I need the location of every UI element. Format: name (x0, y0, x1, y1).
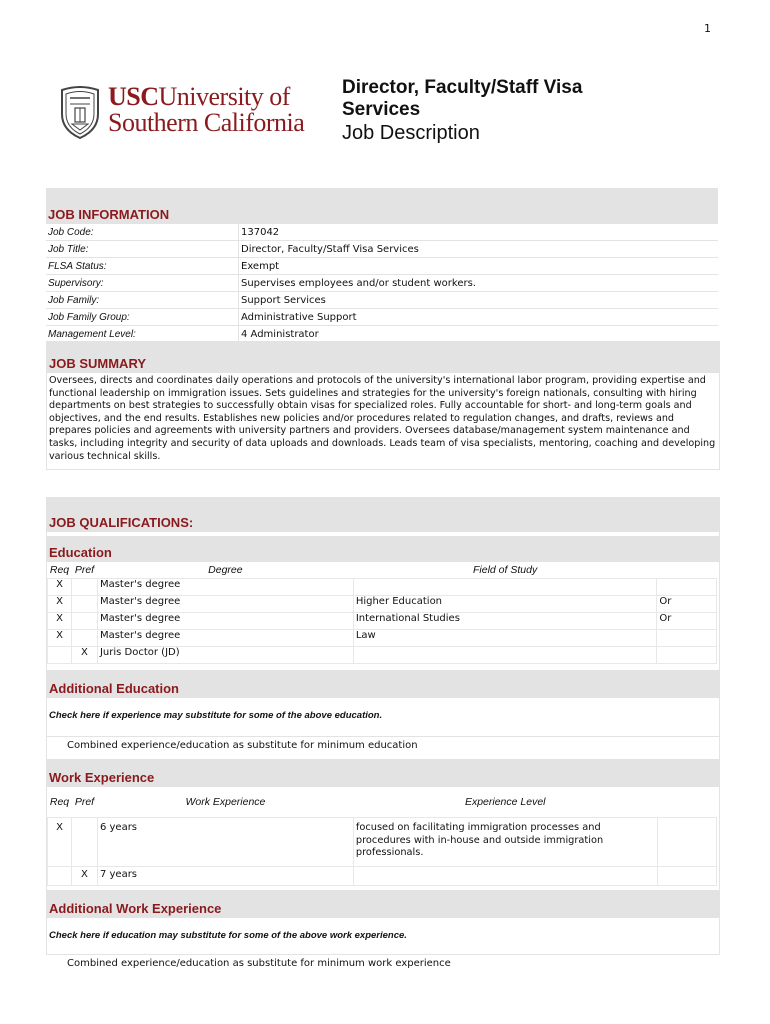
info-row (46, 241, 718, 258)
education-row (48, 579, 717, 596)
info-label: Job Title: (46, 241, 239, 258)
req-mark (48, 867, 72, 886)
document-title: Director, Faculty/Staff Visa Services (342, 77, 583, 120)
info-row (46, 326, 718, 343)
pref-mark (71, 630, 97, 647)
conjunction: Or (657, 613, 717, 630)
info-value: Administrative Support (239, 309, 719, 326)
field-of-study (353, 579, 657, 596)
education-row (48, 613, 717, 630)
education-table (47, 562, 717, 664)
info-row (46, 275, 718, 292)
col-req: Req (49, 564, 70, 576)
additional-education-note: Check here if experience may substitute for some of the above education. (49, 710, 383, 721)
col-pref: Pref (74, 564, 95, 576)
field-of-study (353, 647, 657, 664)
conjunction: Or (657, 596, 717, 613)
logo-line2: Southern California (108, 108, 305, 137)
info-value: 137042 (239, 224, 719, 241)
req-mark: X (48, 630, 72, 647)
degree: Juris Doctor (JD) (97, 647, 353, 664)
job-summary-section (46, 341, 720, 470)
info-row (46, 309, 718, 326)
col-req: Req (49, 796, 70, 808)
document-subtitle: Job Description (342, 122, 480, 144)
req-mark: X (48, 613, 72, 630)
work-experience-row (48, 818, 717, 867)
field-of-study: Law (353, 630, 657, 647)
pref-mark (71, 596, 97, 613)
work-experience-heading: Work Experience (49, 770, 155, 785)
info-label: Management Level: (46, 326, 239, 343)
field-of-study: Higher Education (353, 596, 657, 613)
usc-logo (58, 84, 328, 142)
info-label: Job Family Group: (46, 309, 239, 326)
degree: Master's degree (97, 596, 353, 613)
degree: Master's degree (97, 613, 353, 630)
work-duration: 6 years (97, 818, 353, 867)
education-heading: Education (49, 545, 112, 560)
education-row (48, 630, 717, 647)
req-mark: X (48, 579, 72, 596)
req-mark: X (48, 818, 72, 867)
degree: Master's degree (97, 630, 353, 647)
logo-usc: USC (108, 82, 159, 111)
additional-work-heading: Additional Work Experience (49, 901, 222, 916)
experience-level (353, 867, 657, 886)
info-value: Support Services (239, 292, 719, 309)
col-field: Field of Study (473, 564, 538, 576)
job-information-heading: JOB INFORMATION (48, 207, 170, 222)
col-work: Work Experience (185, 796, 266, 808)
pref-mark: X (71, 867, 97, 886)
info-label: FLSA Status: (46, 258, 239, 275)
education-row (48, 596, 717, 613)
conjunction (657, 630, 717, 647)
work-experience-row (48, 867, 717, 886)
degree: Master's degree (97, 579, 353, 596)
col-pref: Pref (74, 796, 95, 808)
additional-education-value: Combined experience/education as substitute for minimum education (67, 740, 418, 751)
job-qualifications-section (46, 497, 720, 969)
usc-seal-icon (58, 84, 102, 140)
info-row (46, 292, 718, 309)
pref-mark (71, 613, 97, 630)
info-value: 4 Administrator (239, 326, 719, 343)
additional-work-value: Combined experience/education as substitute for minimum work experience (67, 958, 451, 969)
pref-mark: X (71, 647, 97, 664)
info-value: Supervises employees and/or student workers. (239, 275, 719, 292)
job-qualifications-heading: JOB QUALIFICATIONS: (49, 515, 194, 530)
conjunction (657, 647, 717, 664)
info-row (46, 258, 718, 275)
info-label: Supervisory: (46, 275, 239, 292)
job-information-table (46, 224, 718, 343)
conjunction (657, 579, 717, 596)
pref-mark (71, 818, 97, 867)
experience-level: focused on facilitating immigration processes and procedures with in-house and outside immigration professionals. (353, 818, 657, 867)
job-summary-text: Oversees, directs and coordinates daily operations and protocols of the university's international labor program, providing expertise and functional leadership on immigration issues. Sets guidelines and strategies for the university's foreign nationals, consulting with hiring departments on best strategies to successfully obtain visas for specialized roles. Fully accountable for short- and long-term goals and objectives, and the end results. Establishes new policies and/or procedures related to regulation changes, and drafts, reviews and prepares policies and agreements with university partners and providers. Oversees database/management system maintenance and tasks, including integrity and security of data uploads and downloads. Leads team of visa specialists, mentoring, coaching and developing various technical skills. (49, 375, 716, 462)
info-value: Director, Faculty/Staff Visa Services (239, 241, 719, 258)
info-row (46, 224, 718, 241)
col-degree: Degree (208, 564, 243, 576)
work-duration: 7 years (97, 867, 353, 886)
additional-education-heading: Additional Education (49, 681, 179, 696)
pref-mark (71, 579, 97, 596)
logo-line1: University of (158, 82, 290, 111)
education-row (48, 647, 717, 664)
info-label: Job Family: (46, 292, 239, 309)
job-summary-heading: JOB SUMMARY (49, 356, 147, 371)
info-value: Exempt (239, 258, 719, 275)
info-label: Job Code: (46, 224, 239, 241)
req-mark (48, 647, 72, 664)
field-of-study: International Studies (353, 613, 657, 630)
col-level: Experience Level (464, 796, 546, 808)
work-experience-table (47, 787, 717, 886)
req-mark: X (48, 596, 72, 613)
additional-work-note: Check here if education may substitute for some of the above work experience. (49, 930, 407, 941)
job-information-section (46, 188, 718, 343)
page-number: 1 (704, 22, 711, 35)
